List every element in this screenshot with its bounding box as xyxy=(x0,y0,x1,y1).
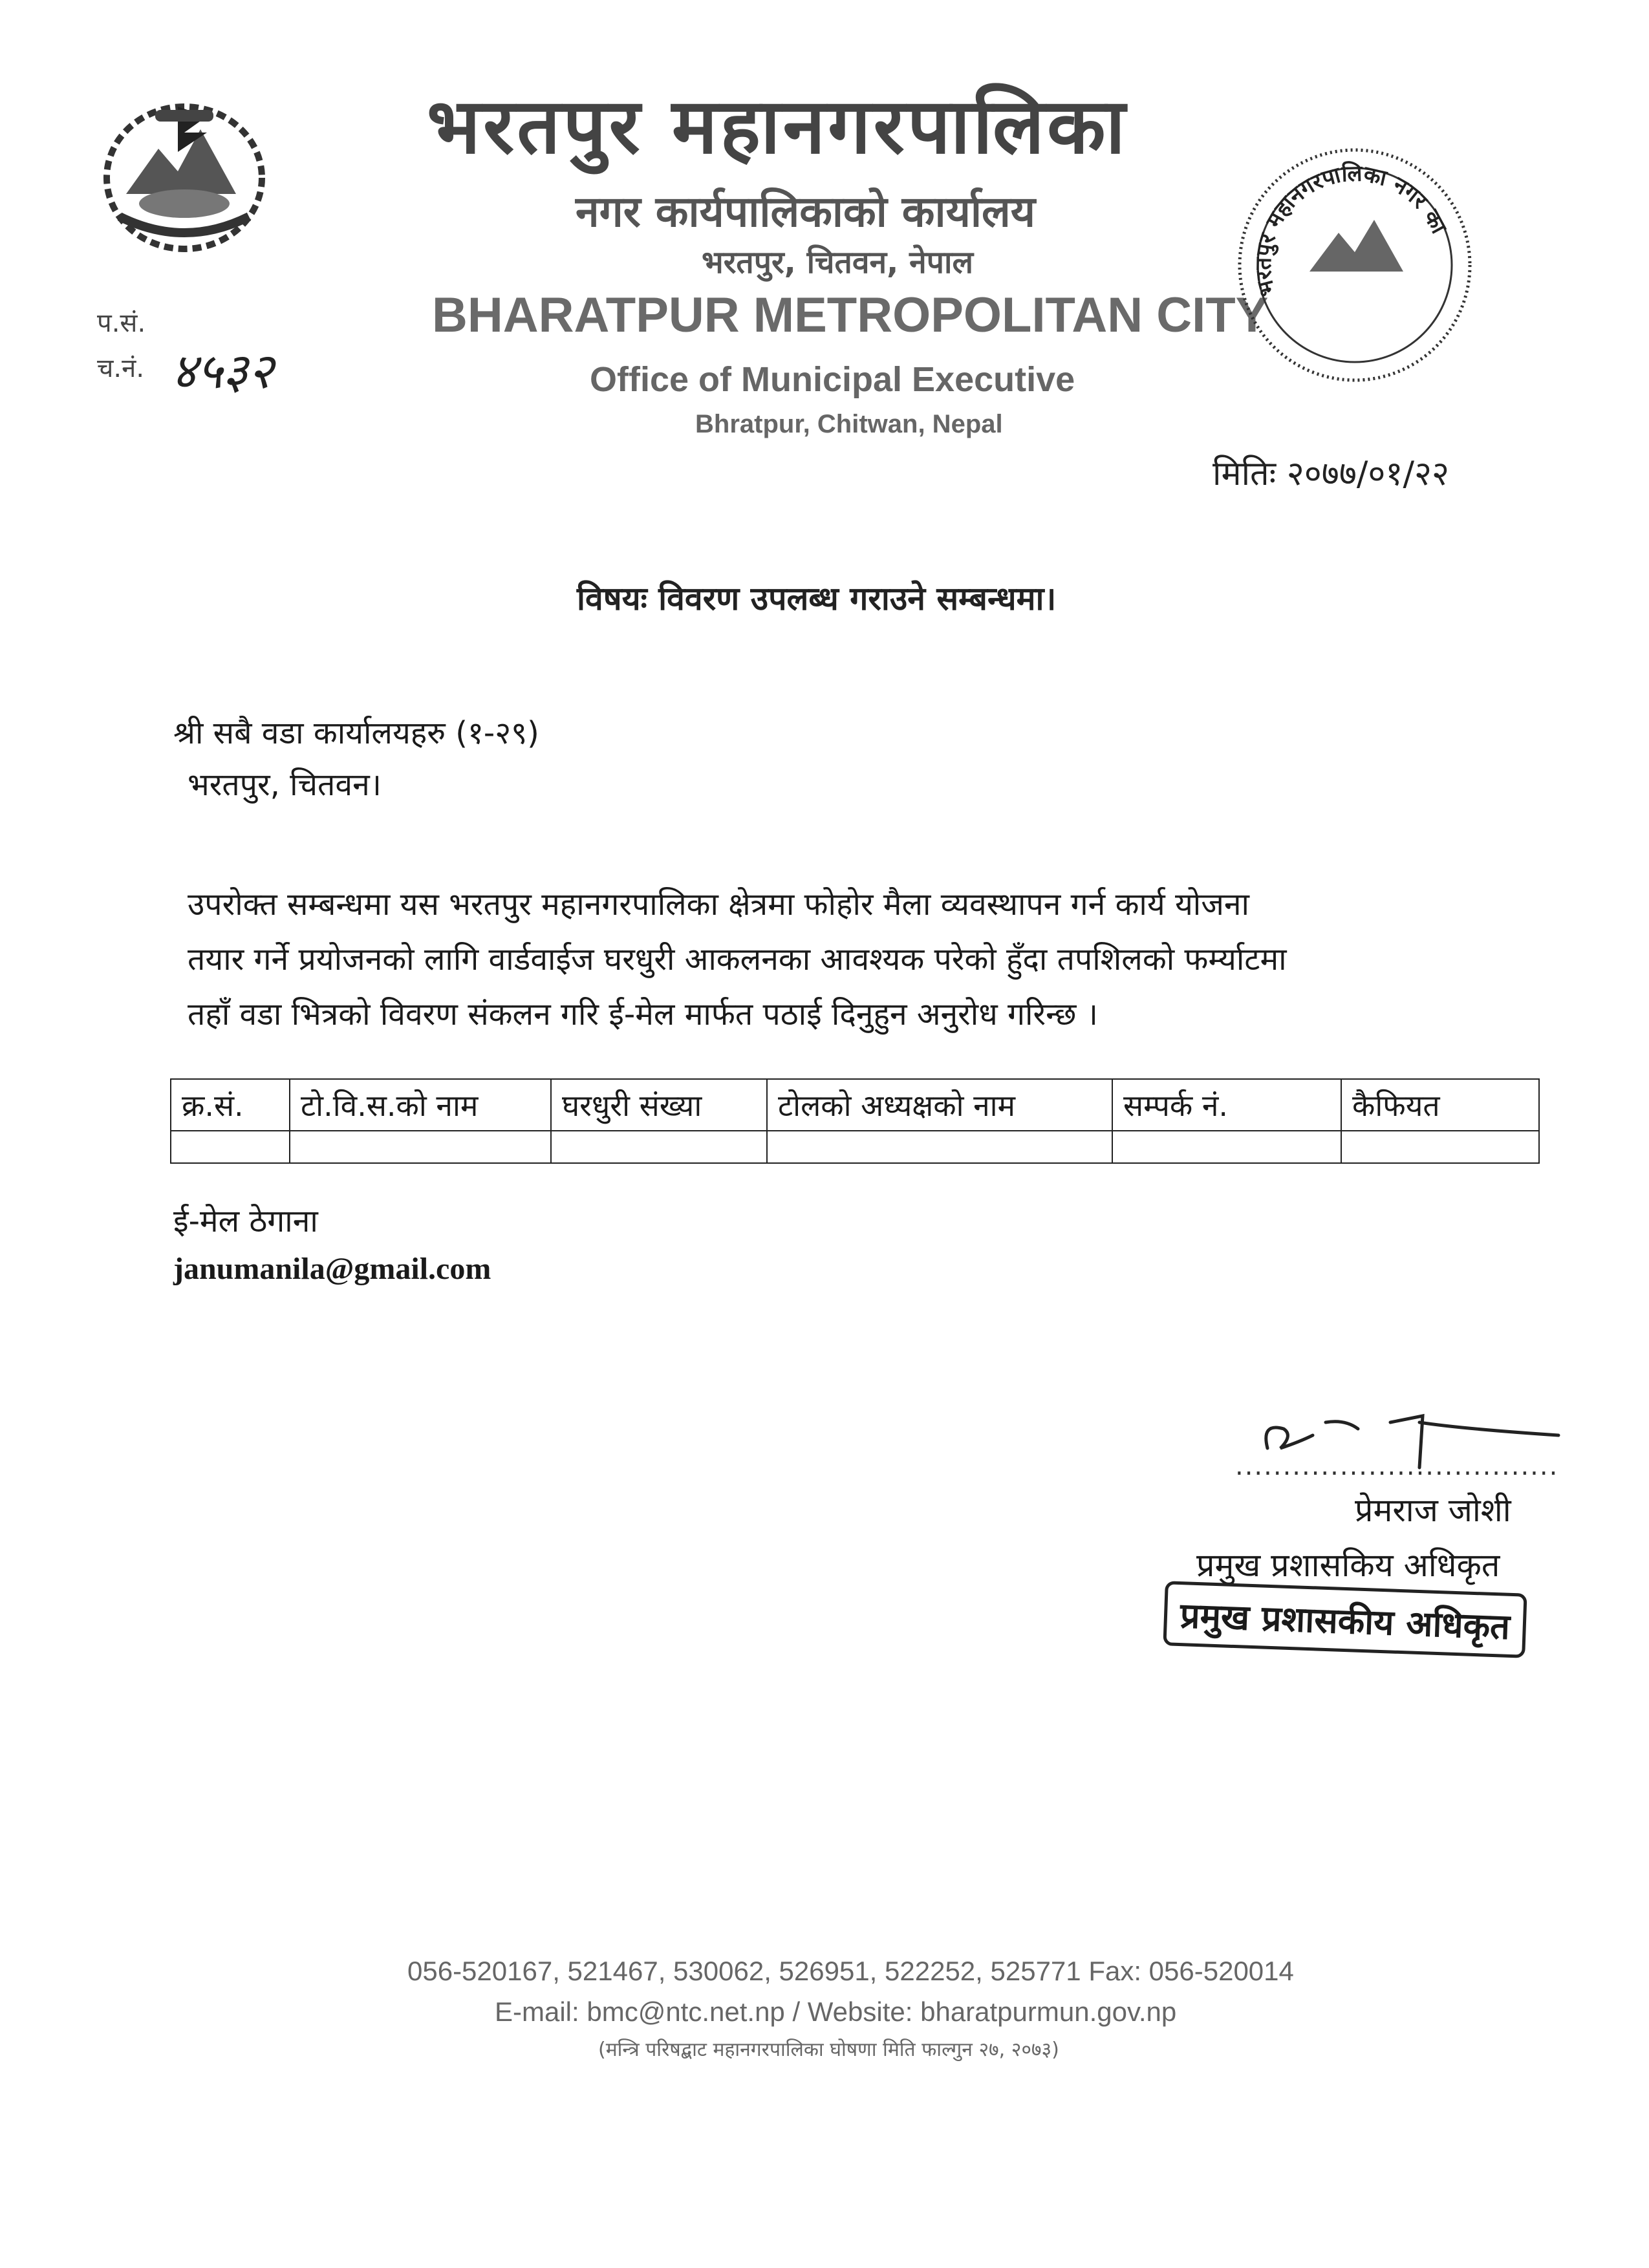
body-line-2: तयार गर्ने प्रयोजनको लागि वार्डवाईज घरधुरी आकलनका आवश्यक परेको हुँदा तपशिलको फर्म्याटमा xyxy=(188,941,1287,978)
reference-ps-label: प.सं. xyxy=(97,308,146,338)
signature-dotted-line: .................................. xyxy=(1235,1451,1559,1481)
table-row xyxy=(171,1131,1539,1163)
office-round-stamp xyxy=(1225,136,1484,394)
reference-cn-label: च.नं. xyxy=(97,354,145,383)
signer-title-seal: प्रमुख प्रशासकीय अधिकृत xyxy=(1163,1581,1527,1658)
org-title-english: BHARATPUR METROPOLITAN CITY xyxy=(432,288,1269,343)
svg-text:भरतपुर महानगरपालिका नगर कार्यप: भरतपुर महानगरपालिका नगर कार्यपालिकाको xyxy=(1250,160,1452,299)
org-title-nepali: भरतपुर महानगरपालिका xyxy=(427,81,1128,171)
body-line-1: उपरोक्त सम्बन्धमा यस भरतपुर महानगरपालिका क्षेत्रमा फोहोर मैला व्यवस्थापन गर्न कार्य योजना xyxy=(188,886,1249,923)
table-header-cell: घरधुरी संख्या xyxy=(551,1079,767,1131)
letter-date: मितिः २०७७/०१/२२ xyxy=(1212,455,1450,493)
body-line-3: तहाँ वडा भित्रको विवरण संकलन गरि ई-मेल मार्फत पठाई दिनुहुन अनुरोध गरिन्छ । xyxy=(188,996,1098,1032)
office-title-english: Office of Municipal Executive xyxy=(590,360,1075,399)
reference-cn-value: ४५३२ xyxy=(171,342,274,400)
table-header-cell: सम्पर्क नं. xyxy=(1112,1079,1341,1131)
table-header-cell: कैफियत xyxy=(1341,1079,1539,1131)
table-cell xyxy=(1341,1131,1539,1163)
table-cell xyxy=(551,1131,767,1163)
nepal-emblem-logo xyxy=(81,81,288,268)
table-cell xyxy=(767,1131,1112,1163)
footer-email-website: E-mail: bmc@ntc.net.np / Website: bharatpurmun.gov.np xyxy=(495,1996,1177,2027)
email-address: janumanila@gmail.com xyxy=(173,1252,491,1286)
table-header-cell: क्र.सं. xyxy=(171,1079,290,1131)
office-title-nepali: नगर कार्यपालिकाको कार्यालय xyxy=(576,187,1035,237)
data-collection-table xyxy=(170,1078,1540,1164)
table-header-cell: टोलको अध्यक्षको नाम xyxy=(767,1079,1112,1131)
table-header-row xyxy=(171,1079,1539,1131)
table-cell xyxy=(290,1131,551,1163)
letter-subject: विषयः विवरण उपलब्ध गराउने सम्बन्धमा। xyxy=(577,580,1057,617)
table-cell xyxy=(1112,1131,1341,1163)
recipient-line-1: श्री सबै वडा कार्यालयहरु (१-२९) xyxy=(173,715,539,751)
table-header-cell: टो.वि.स.को नाम xyxy=(290,1079,551,1131)
recipient-line-2: भरतपुर, चितवन। xyxy=(188,767,382,803)
email-label: ई-मेल ठेगाना xyxy=(173,1203,318,1239)
org-address-nepali: भरतपुर, चितवन, नेपाल xyxy=(702,244,974,281)
footer-phone-fax: 056-520167, 521467, 530062, 526951, 522252, 525771 Fax: 056-520014 xyxy=(407,1956,1294,1986)
signer-title: प्रमुख प्रशासकिय अधिकृत xyxy=(1196,1546,1500,1584)
signer-name: प्रेमराज जोशी xyxy=(1355,1492,1511,1529)
org-address-english: Bhratpur, Chitwan, Nepal xyxy=(695,410,1003,438)
table-cell xyxy=(171,1131,290,1163)
footer-declaration-note: (मन्त्रि परिषद्बाट महानगरपालिका घोषणा मिति फाल्गुन २७, २०७३) xyxy=(598,2038,1059,2061)
